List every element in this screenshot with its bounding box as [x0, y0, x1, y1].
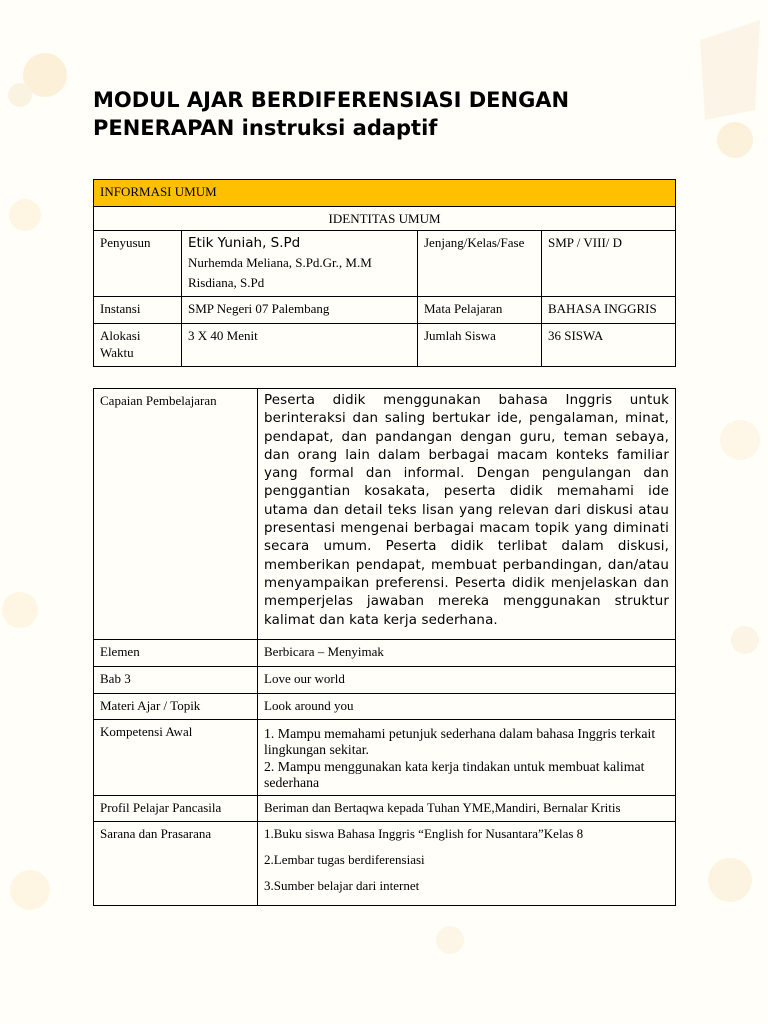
alokasi-label: Alokasi Waktu	[94, 324, 182, 367]
flower-decoration	[2, 592, 38, 628]
alokasi-value: 3 X 40 Menit	[182, 324, 418, 367]
penyusun-label: Penyusun	[94, 231, 182, 297]
sarana-label: Sarana dan Prasarana	[94, 821, 258, 905]
flower-decoration	[23, 53, 67, 97]
flower-decoration	[731, 626, 759, 654]
materi-value: Look around you	[258, 693, 676, 719]
profil-label: Profil Pelajar Pancasila	[94, 795, 258, 821]
table-row	[94, 324, 676, 367]
sarana-value	[258, 821, 676, 905]
author-name: Nurhemda Meliana, S.Pd.Gr., M.M	[188, 255, 372, 270]
table-row	[94, 795, 676, 821]
jenjang-label: Jenjang/Kelas/Fase	[418, 231, 542, 297]
profil-value: Beriman dan Bertaqwa kepada Tuhan YME,Mandiri, Bernalar Kritis	[258, 795, 676, 821]
instansi-value: SMP Negeri 07 Palembang	[182, 297, 418, 324]
list-item: 3.Sumber belajar dari internet	[264, 877, 420, 893]
table-row	[94, 693, 676, 719]
mapel-value: BAHASA INGGRIS	[542, 297, 676, 324]
flower-decoration	[436, 926, 464, 954]
list-item: 1. Mampu memahami petunjuk sederhana dalam bahasa Inggris terkait lingkungan sekitar.	[264, 725, 656, 758]
list-item: 1.Buku siswa Bahasa Inggris “English for Nusantara”Kelas 8	[264, 825, 584, 841]
instansi-label: Instansi	[94, 297, 182, 324]
elemen-label: Elemen	[94, 639, 258, 666]
page-title: MODUL AJAR BERDIFERENSIASI DENGAN PENERAPAN instruksi adaptif	[93, 88, 570, 140]
table-row	[94, 719, 676, 795]
table-row	[94, 821, 676, 905]
section-subheader: IDENTITAS UMUM	[94, 207, 676, 231]
leaf-decoration	[700, 20, 760, 120]
list-item: 2. Mampu menggunakan kata kerja tindakan untuk membuat kalimat sederhana	[264, 758, 645, 791]
general-info-table	[93, 179, 676, 367]
learning-details-table	[93, 388, 676, 906]
jumlah-label: Jumlah Siswa	[418, 324, 542, 367]
table-row	[94, 666, 676, 693]
author-name: Risdiana, S.Pd	[188, 275, 265, 290]
kompetensi-label: Kompetensi Awal	[94, 719, 258, 795]
table-row	[94, 297, 676, 324]
jumlah-value: 36 SISWA	[542, 324, 676, 367]
flower-decoration	[10, 870, 50, 910]
table-row	[94, 180, 676, 207]
bab-value: Love our world	[258, 666, 676, 693]
kompetensi-value	[258, 719, 676, 795]
section-header: INFORMASI UMUM	[94, 180, 676, 207]
table-row	[94, 639, 676, 666]
table-row	[94, 231, 676, 297]
flower-decoration	[9, 199, 41, 231]
author-name: Etik Yuniah, S.Pd	[188, 235, 301, 251]
capaian-label: Capaian Pembelajaran	[94, 389, 258, 640]
materi-label: Materi Ajar / Topik	[94, 693, 258, 719]
elemen-value: Berbicara – Menyimak	[258, 639, 676, 666]
table-row	[94, 389, 676, 640]
flower-decoration	[8, 83, 32, 107]
list-item: 2.Lembar tugas berdiferensiasi	[264, 851, 425, 867]
mapel-label: Mata Pelajaran	[418, 297, 542, 324]
bab-label: Bab 3	[94, 666, 258, 693]
penyusun-value	[182, 231, 418, 297]
capaian-value: Peserta didik menggunakan bahasa Inggris untuk berinteraksi dan saling bertukar ide, pengalaman, minat, pendapat, dan pandangan dengan guru, teman sebaya, dan orang lain dalam berbagai macam konteks familiar yang formal dan informal. Dengan pengulangan dan penggantian kosakata, peserta didik memahami ide utama dan detail teks lisan yang relevan dari diskusi atau presentasi mengenai berbagai macam topik yang diminati secara umum. Peserta didik terlibat dalam diskusi, memberikan pendapat, membuat perbandingan, dan/atau menyampaikan preferensi. Peserta didik menjelaskan dan memperjelas jawaban mereka menggunakan struktur kalimat dan kata kerja sederhana.	[258, 389, 676, 640]
flower-decoration	[717, 122, 753, 158]
jenjang-value: SMP / VIII/ D	[542, 231, 676, 297]
flower-decoration	[720, 420, 760, 460]
flower-decoration	[708, 858, 752, 902]
table-row	[94, 207, 676, 231]
